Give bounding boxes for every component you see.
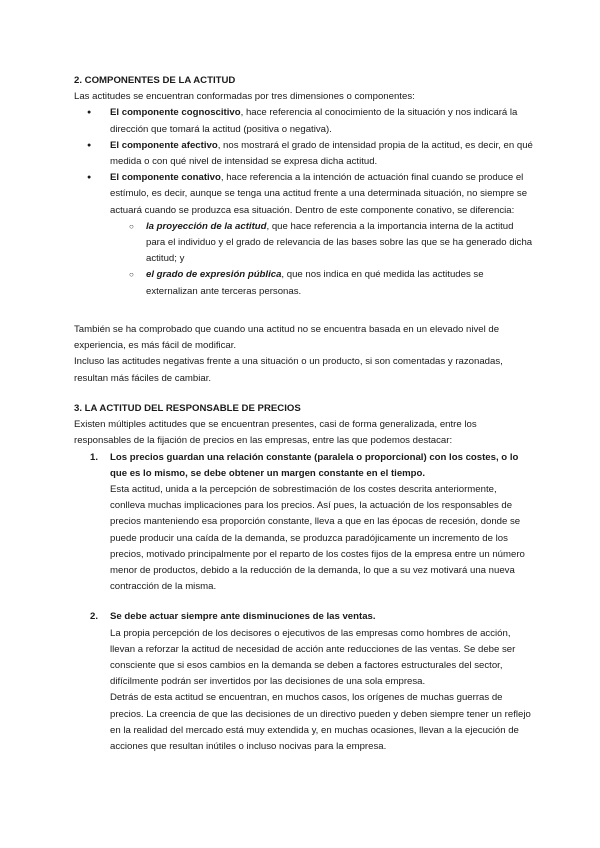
item-paragraph: Detrás de esta actitud se encuentran, en muchos casos, los orígenes de muchas guerras de precios. La creencia de que las decisiones de un directivo pueden y deben siempre tener un reflejo en la realidad del mercado está muy extendida y, en muchas ocasiones, llevan a la ejecución de acciones que resultan inútiles o incluso nocivas para la empresa. [110,692,531,753]
item-title: Se debe actuar siempre ante disminuciones de las ventas. [110,611,376,623]
section-components [74,73,534,300]
item-paragraph: Esta actitud, unida a la percepción de sobrestimación de los costes descrita anteriormente, conlleva muchas implicaciones para los precios. Así pues, la actuación de los responsables de precios manteniendo esa proporción constante, lleva a que en las épocas de recesión, donde se puede producir una caída de la demanda, se produzca paradójicamente un incremento de los precios, motivado principalmente por el reparto de los costes fijos de la empresa entre un número menor de productos, debido a la reducción de la demanda, lo que a su vez motivará una nueva contracción de la misma. [110,484,525,593]
term: la proyección de la actitud [146,220,267,232]
sub-list-item [110,219,534,268]
item-text: , nos mostrará el grado de intensidad propia de la actitud, es decir, en qué medida o con qué nivel de intensidad se expresa dicha actitud. [110,139,533,168]
term: el grado de expresión pública [146,269,282,281]
list-item [74,105,534,137]
attitude-list [74,450,534,756]
paragraph: Incluso las actitudes negativas frente a una situación o un producto, si son comentadas y razonadas, resultan más fáciles de cambiar. [74,356,503,384]
term: El componente cognoscitivo [110,107,241,119]
sub-list [110,219,534,300]
list-gap [74,595,534,609]
item-text: , que nos indica en qué medida las actitudes se externalizan ante terceras personas. [146,269,484,297]
closing-paragraphs [74,322,534,387]
component-list [74,105,534,299]
list-item [74,170,534,300]
paragraph: También se ha comprobado que cuando una actitud no se encuentra basada en un elevado nivel de experiencia, es más fácil de modificar. [74,324,500,352]
item-paragraph: La propia percepción de los decisores o ejecutivos de las empresas como hombres de acción, llevan a reforzar la actitud de necesidad de acción ante reducciones de las ventas. Se debe ser consciente que si esos cambios en la demanda se deben a factores estructurales del sector, difícilmente podrán ser invertidos por las decisiones de una sola empresa. [110,627,516,688]
item-title: Los precios guardan una relación constante (paralela o proporcional) con los costes, o lo que es lo mismo, se debe obtener un margen constante en el tiempo. [110,451,519,479]
list-item [74,609,534,755]
section-intro: Existen múltiples actitudes que se encuentran presentes, casi de forma generalizada, entre los responsables de la fijación de precios en las empresas, entre las que podemos destacar: [74,419,477,447]
section-heading: 3. LA ACTITUD DEL RESPONSABLE DE PRECIOS [74,403,301,414]
term: El componente afectivo [110,139,218,151]
section-heading: 2. COMPONENTES DE LA ACTITUD [74,75,236,86]
section-intro: Las actitudes se encuentran conformadas por tres dimensiones o componentes: [74,91,415,103]
item-text: , hace referencia a la intención de actuación final cuando se produce el estímulo, es decir, aunque se tenga una actitud frente a una determinada situación, no siempre se actuará cuando se produzca esa situación. Dentro de este componente conativo, se diferencia: [110,172,528,216]
sub-list-item [110,267,534,299]
section-pricing-attitude [74,401,534,755]
list-item [74,138,534,170]
term: El componente conativo [110,172,221,184]
item-number: 1. [90,451,99,463]
item-text: , hace referencia al conocimiento de la situación y nos indicará la dirección que tomará la actitud (positiva o negativa). [110,107,518,135]
item-number: 2. [90,611,99,623]
list-item [74,450,534,596]
item-text: , que hace referencia a la importancia interna de la actitud para el individuo y el grado de relevancia de las bases sobre las que se ha generado dicha actitud; y [146,220,533,265]
